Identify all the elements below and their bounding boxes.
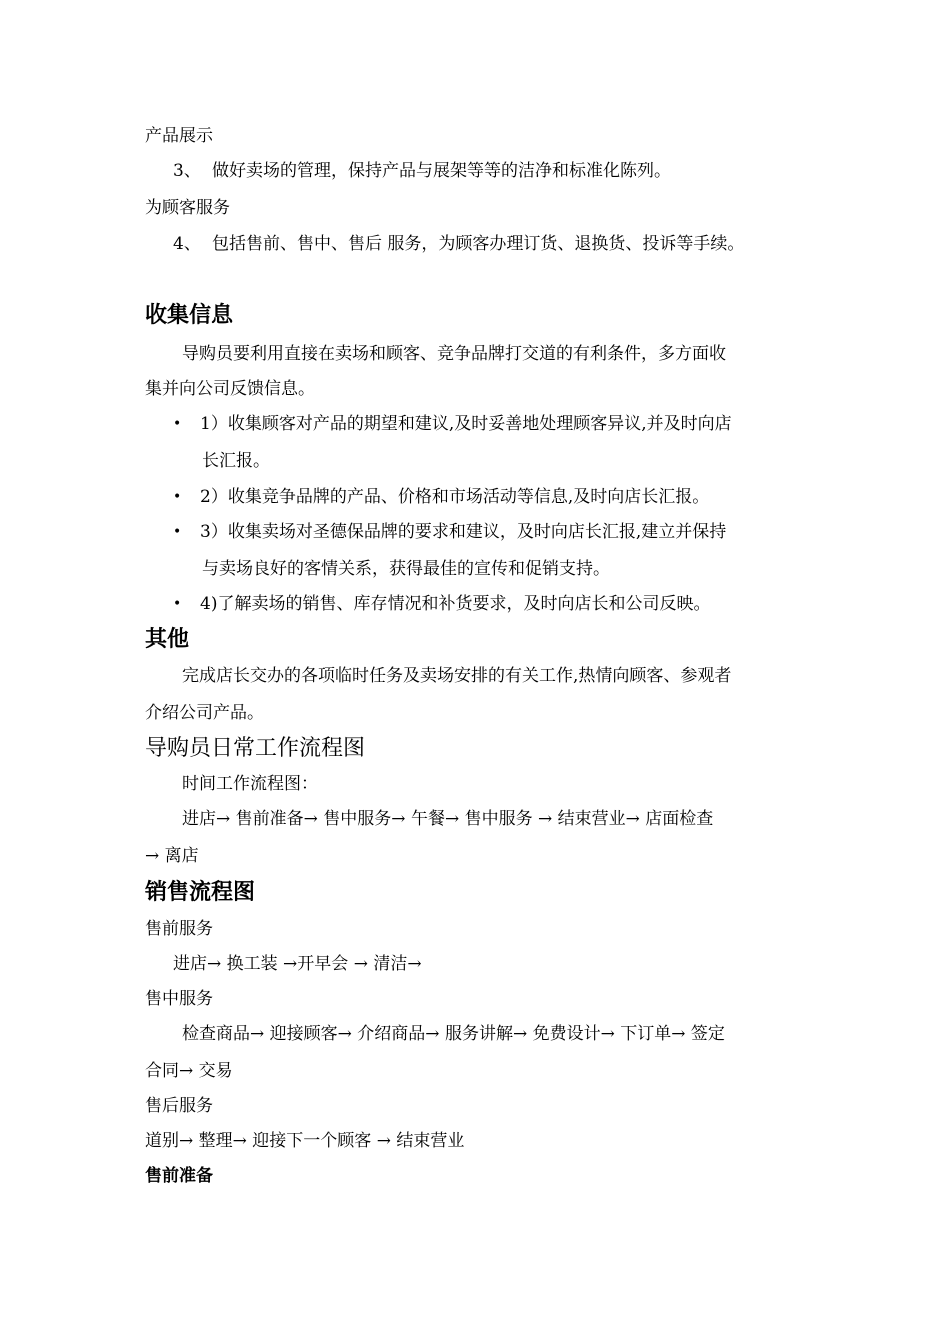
item-number-3: 3、 — [173, 161, 201, 181]
other-heading: 其他 — [145, 627, 190, 652]
collect-item-2-line1: 2）收集竞争品牌的产品、价格和市场活动等信息,及时向店长汇报。 — [200, 487, 710, 507]
daily-flow-sub: 时间工作流程图： — [182, 774, 318, 794]
product-display-heading: 产品展示 — [145, 126, 213, 146]
daily-flow-line1: 进店→ 售前准备→ 售中服务→ 午餐→ 售中服务 → 结束营业→ 店面检查 — [182, 809, 714, 829]
collect-item-1-line1: 1）收集顾客对产品的期望和建议,及时妥善地处理顾客异议,并及时向店 — [200, 414, 732, 434]
collect-info-heading: 收集信息 — [145, 303, 234, 328]
in-sale-line1: 检查商品→ 迎接顾客→ 介绍商品→ 服务讲解→ 免费设计→ 下订单→ 签定 — [182, 1024, 725, 1044]
in-sale-label: 售中服务 — [145, 989, 213, 1009]
bullet-icon: • — [173, 524, 182, 540]
bullet-icon: • — [173, 596, 182, 612]
collect-info-intro-line1: 导购员要利用直接在卖场和顾客、竞争品牌打交道的有利条件，多方面收 — [182, 344, 726, 364]
item-number-4: 4、 — [173, 234, 201, 254]
after-sale-label: 售后服务 — [145, 1096, 213, 1116]
other-line1: 完成店长交办的各项临时任务及卖场安排的有关工作,热情向顾客、参观者 — [182, 666, 732, 686]
other-line2: 介绍公司产品。 — [145, 703, 264, 723]
collect-item-3-line2: 与卖场良好的客情关系，获得最佳的宣传和促销支持。 — [202, 559, 610, 579]
customer-service-heading: 为顾客服务 — [145, 198, 230, 218]
pre-sale-label: 售前服务 — [145, 919, 213, 939]
collect-item-4-line1: 4)了解卖场的销售、库存情况和补货要求，及时向店长和公司反映。 — [200, 594, 711, 614]
collect-info-intro-line2: 集并向公司反馈信息。 — [145, 379, 315, 399]
product-display-text: 做好卖场的管理，保持产品与展架等等的洁净和标准化陈列。 — [212, 161, 671, 181]
collect-item-3-line1: 3）收集卖场对圣德保品牌的要求和建议，及时向店长汇报,建立并保持 — [200, 522, 727, 542]
collect-item-1-line2: 长汇报。 — [202, 451, 270, 471]
pre-sale-prep-heading: 售前准备 — [145, 1166, 213, 1186]
pre-sale-steps: 进店→ 换工装 →开早会 → 清洁→ — [173, 954, 422, 974]
customer-service-text: 包括售前、售中、售后 服务，为顾客办理订货、退换货、投诉等手续。 — [212, 234, 745, 254]
bullet-icon: • — [173, 489, 182, 505]
sales-flow-heading: 销售流程图 — [145, 880, 256, 905]
after-sale-steps: 道别→ 整理→ 迎接下一个顾客 → 结束营业 — [145, 1131, 465, 1151]
bullet-icon: • — [173, 416, 182, 432]
in-sale-line2: 合同→ 交易 — [145, 1061, 233, 1081]
daily-flow-line2: → 离店 — [145, 846, 199, 866]
daily-flow-heading: 导购员日常工作流程图 — [145, 736, 366, 761]
